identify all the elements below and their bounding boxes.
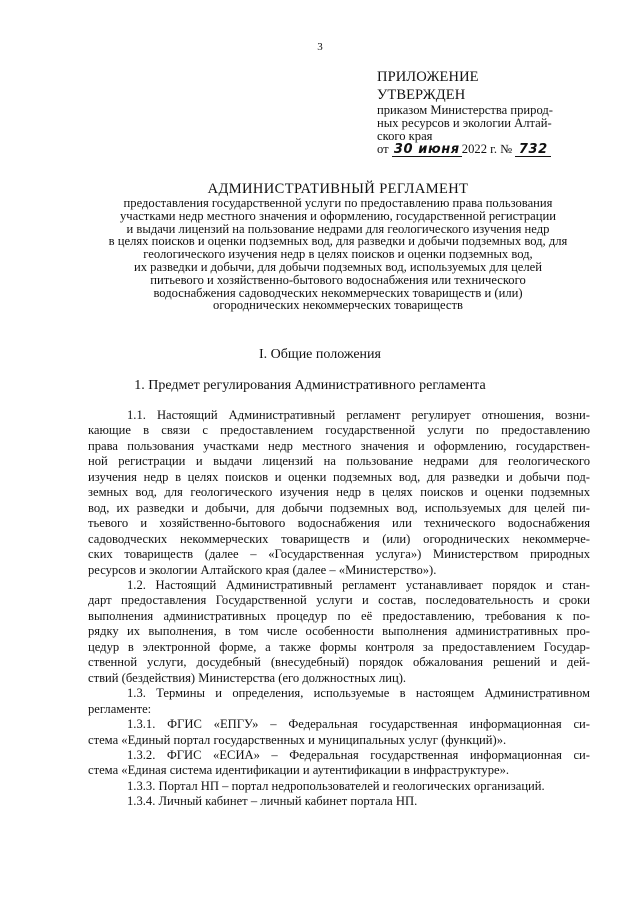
title-line: геологического изучения недр в целях поисков и оценки подземных вод, <box>143 247 533 262</box>
title-block <box>88 182 588 312</box>
body-line: ственной услуги, досудебный (внесудебный) порядок обжалования решений и дей- <box>88 655 590 670</box>
body-line: 1.3.3. Портал НП – портал недропользователей и геологических организаций. <box>127 778 545 793</box>
approval-block <box>377 68 607 157</box>
body-line: 1.3.1. ФГИС «ЕПГУ» – Федеральная государственная информационная си- <box>127 717 590 732</box>
body-line: ресурсов и экологии Алтайского края (далее – «Министерство»). <box>88 562 437 577</box>
year-text: 2022 г. № <box>461 142 513 156</box>
title-line: их разведки и добычи, для добычи подземных вод, используемых для целей <box>133 259 543 274</box>
body-line: стема «Единая система идентификации и аутентификации в инфраструктуре». <box>88 763 510 778</box>
body-line: ских товариществ (далее – «Государственная услуга») Министерством природных <box>88 547 590 562</box>
body-line: стема «Единый портал государственных и муниципальных услуг (функций)». <box>88 732 507 747</box>
body-line: 1.3.2. ФГИС «ЕСИА» – Федеральная государственная информационная си- <box>127 747 590 762</box>
order-line-2: ных ресурсов и экологии Алтай- <box>377 116 552 130</box>
body-line: кающие в связи с предоставлением государственной услуги по предоставлению <box>88 423 590 438</box>
body-line: земных вод, для геологического изучения недр в целях поисков и оценки подземных <box>88 485 590 500</box>
body-line: 1.3.4. Личный кабинет – личный кабинет портала НП. <box>127 794 418 809</box>
appendix-label: ПРИЛОЖЕНИЕ <box>377 69 479 85</box>
handwritten-date: 30 июня <box>393 142 460 157</box>
body-line: дарт предоставления Государственной услуги и состав, последовательность и сроки <box>88 593 590 608</box>
body-line: 1.1. Настоящий Административный регламент регулирует отношения, возни- <box>127 408 590 422</box>
body-text <box>88 408 590 810</box>
body-line: 1.2. Настоящий Административный регламент устанавливает порядок и стан- <box>127 577 590 592</box>
body-line: выполнения административных процедур по её предоставлению, требования к по- <box>88 608 590 623</box>
body-line: садоводческих некоммерческих товариществ и (или) огороднических некоммерче- <box>88 531 590 546</box>
date-field <box>392 143 462 157</box>
date-prefix: от <box>377 142 389 156</box>
order-line-1: приказом Министерства природ- <box>377 103 553 117</box>
body-line: вод, их разведки и добычи, для добычи подземных вод, используемых для целей пи- <box>88 500 590 515</box>
document-title: АДМИНИСТРАТИВНЫЙ РЕГЛАМЕНТ <box>207 181 469 197</box>
body-line: рядку их выполнения, в том числе особенности выполнения административных про- <box>88 624 590 639</box>
title-line: и выдачи лицензий на пользование недрами для геологического изучения недр <box>126 221 550 236</box>
title-line: водоснабжения садоводческих некоммерческих товариществ и (или) <box>153 285 523 300</box>
handwritten-number: 732 <box>518 142 548 157</box>
body-line: регламенте: <box>88 701 152 716</box>
order-line-3: ского края <box>377 129 433 143</box>
body-line: ной регистрации и выдачи лицензий на пользование недрами для геологического <box>88 454 590 469</box>
body-line: права пользования участками недр местного значения и оформлению, государствен- <box>88 438 590 453</box>
title-subtitle <box>88 197 588 312</box>
title-line: питьевого и хозяйственно-бытового водоснабжения или технического <box>150 272 526 287</box>
page-number: 3 <box>317 41 323 53</box>
number-field <box>515 143 551 157</box>
title-line: предоставления государственной услуги по предоставлению права пользования <box>123 196 553 210</box>
approved-label: УТВЕРЖДЕН <box>377 87 466 103</box>
body-line: изучения недр в целях поисков и оценки подземных вод, для разведки и добычи под- <box>88 469 590 484</box>
body-line: 1.3. Термины и определения, используемые в настоящем Административном <box>127 686 590 701</box>
title-line: огороднических некоммерческих товариществ <box>213 298 463 313</box>
body-line: цедур в электронной форме, а также формы контроля за предоставлением Государ- <box>88 639 590 654</box>
order-date-line <box>377 143 607 157</box>
title-line: в целях поисков и оценки подземных вод, для разведки и добычи подземных вод, для <box>108 234 568 249</box>
body-line: ствий (бездействия) Министерства (его должностных лиц). <box>88 670 407 685</box>
title-line: участками недр местного значения и оформлению, государственной регистрации <box>120 208 556 223</box>
section-heading: I. Общие положения <box>259 347 381 362</box>
subsection-heading: 1. Предмет регулирования Административного регламента <box>134 378 486 393</box>
body-line: тьевого и хозяйственно-бытового водоснабжения или технического водоснабжения <box>88 516 590 531</box>
